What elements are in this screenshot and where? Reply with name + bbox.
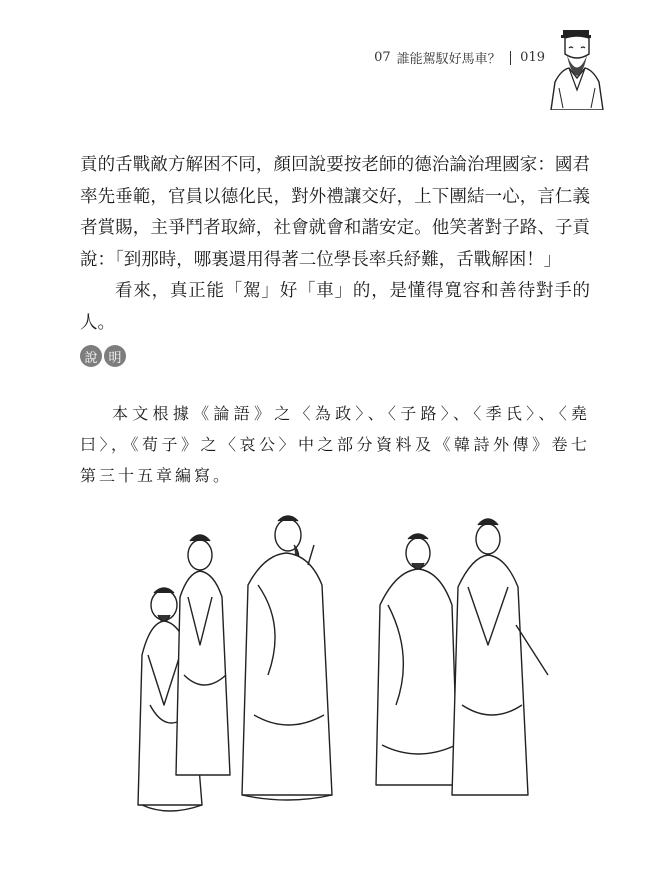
ancient-scholars-illustration-icon: [118, 505, 558, 850]
scholar-figure-3: [242, 516, 332, 800]
main-text: [80, 150, 590, 339]
page-number: 019: [520, 50, 545, 65]
chapter-title: 誰能駕馭好馬車？: [396, 52, 501, 67]
paragraph-1: 貢的舌戰敵方解困不同，顏回說要按老師的德治論治理國家：國君率先垂範，官員以德化民，對外禮讓交好，上下團結一心，言仁義者賞賜，主爭鬥者取締，社會就會和諧安定。他笑著對子路、子貢說：「到那時，哪裏還用得著二位學長率兵紓難，舌戰解困！」: [80, 155, 590, 270]
running-header: [374, 48, 545, 67]
note-paragraph: 本文根據《論語》之〈為政〉、〈子路〉、〈季氏〉、〈堯曰〉，《荀子》之〈哀公〉中之部分資料及《韓詩外傳》卷七第三十五章編寫。: [80, 404, 590, 485]
badge-char-2: 明: [104, 345, 126, 367]
scholar-figure-2: [176, 535, 230, 775]
note-text: [80, 398, 590, 491]
chapter-number: 07: [374, 50, 391, 65]
scholar-figure-4: [376, 534, 458, 785]
badge-char-1: 說: [80, 345, 102, 367]
header-divider: [510, 51, 512, 65]
confucius-portrait-icon: [547, 28, 607, 110]
scholar-figure-5: [452, 519, 548, 795]
section-badge: [80, 345, 126, 367]
paragraph-2: 看來，真正能「駕」好「車」的，是懂得寬容和善待對手的人。: [80, 281, 590, 333]
